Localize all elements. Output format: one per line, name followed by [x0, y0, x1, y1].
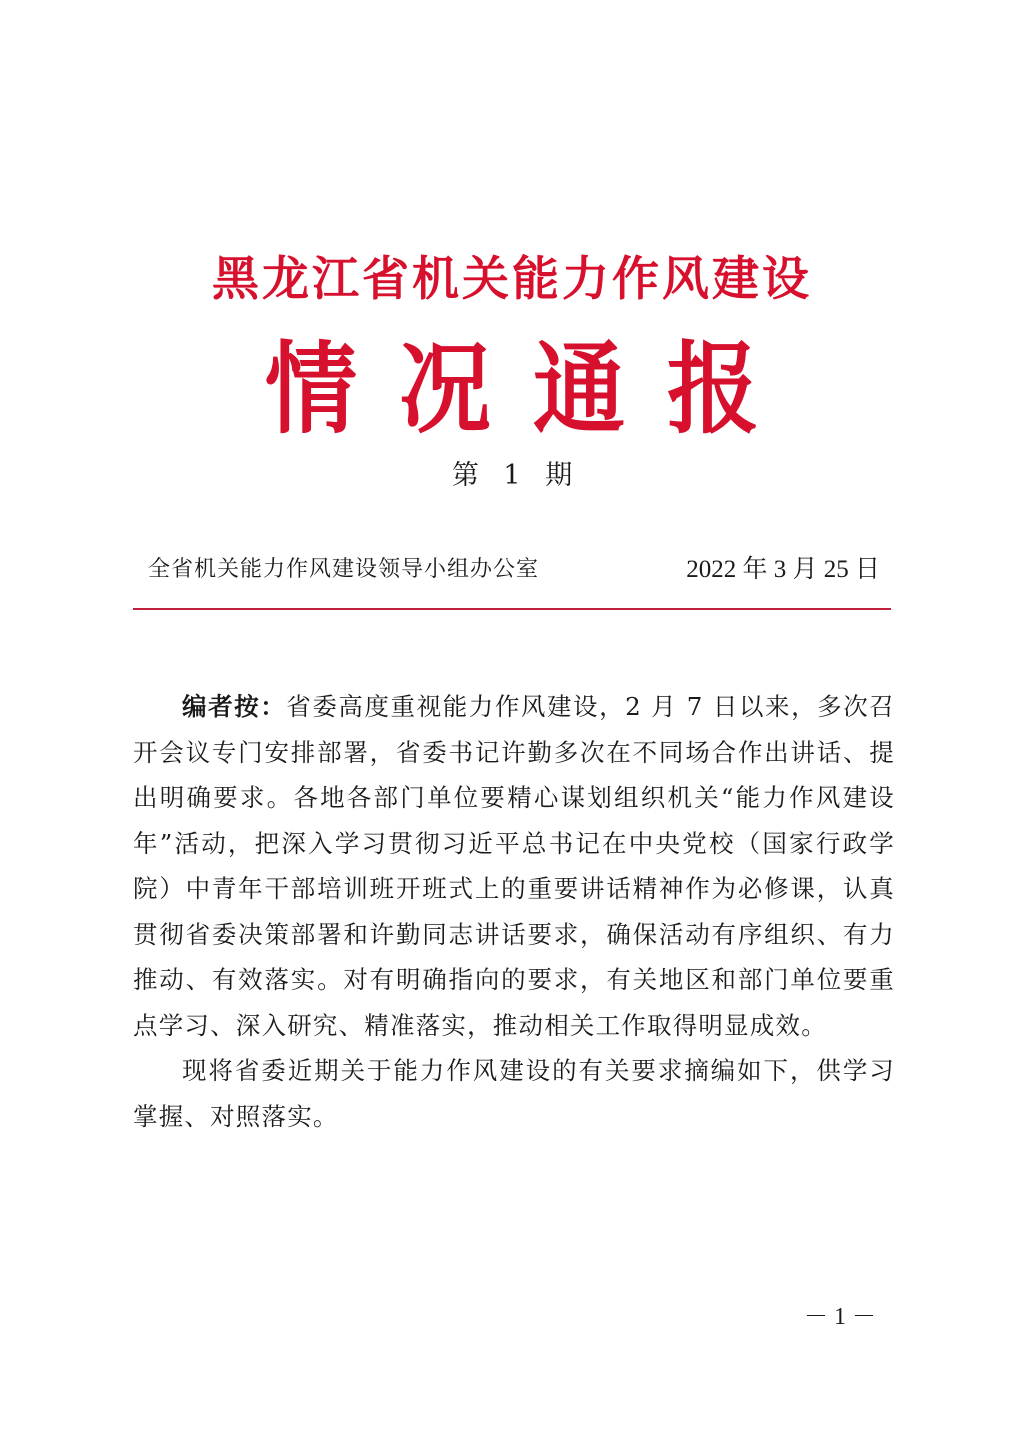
issue-suffix: 期 [545, 460, 573, 491]
document-body [133, 684, 895, 1139]
org-title: 黑龙江省机关能力作风建设 [212, 252, 812, 307]
red-divider [133, 608, 891, 610]
page-number: － 1 － [804, 1304, 876, 1330]
issue-date: 2022 年 3 月 25 日 [686, 556, 880, 583]
editor-note-paragraph [133, 684, 895, 1048]
editor-note-text: 省委高度重视能力作风建设，2 月 7 日以来，多次召开会议专门安排部署，省委书记许勤多次在不同场合作出讲话、提出明确要求。各地各部门单位要精心谋划组织机关“能力作风建设年”活动，把深入学习贯彻习近平总书记在中央党校（国家行政学院）中青年干部培训班开班式上的重要讲话精神作为必修课，认真贯彻省委决策部署和许勤同志讲话要求，确保活动有序组织、有力推动、有效落实。对有明确指向的要求，有关地区和部门单位要重点学习、深入研究、精准落实，推动相关工作取得明显成效。 [133, 692, 895, 1040]
issue-value: 1 [503, 460, 521, 491]
editor-note-label: 编者按： [182, 692, 287, 721]
issue-prefix: 第 [451, 460, 479, 491]
doc-title: 情况通报 [264, 331, 801, 448]
summary-paragraph: 现将省委近期关于能力作风建设的有关要求摘编如下，供学习掌握、对照落实。 [133, 1056, 895, 1131]
issuer-row [148, 552, 880, 588]
issuer-office: 全省机关能力作风建设领导小组办公室 [148, 557, 540, 582]
issue-number [0, 458, 1024, 494]
